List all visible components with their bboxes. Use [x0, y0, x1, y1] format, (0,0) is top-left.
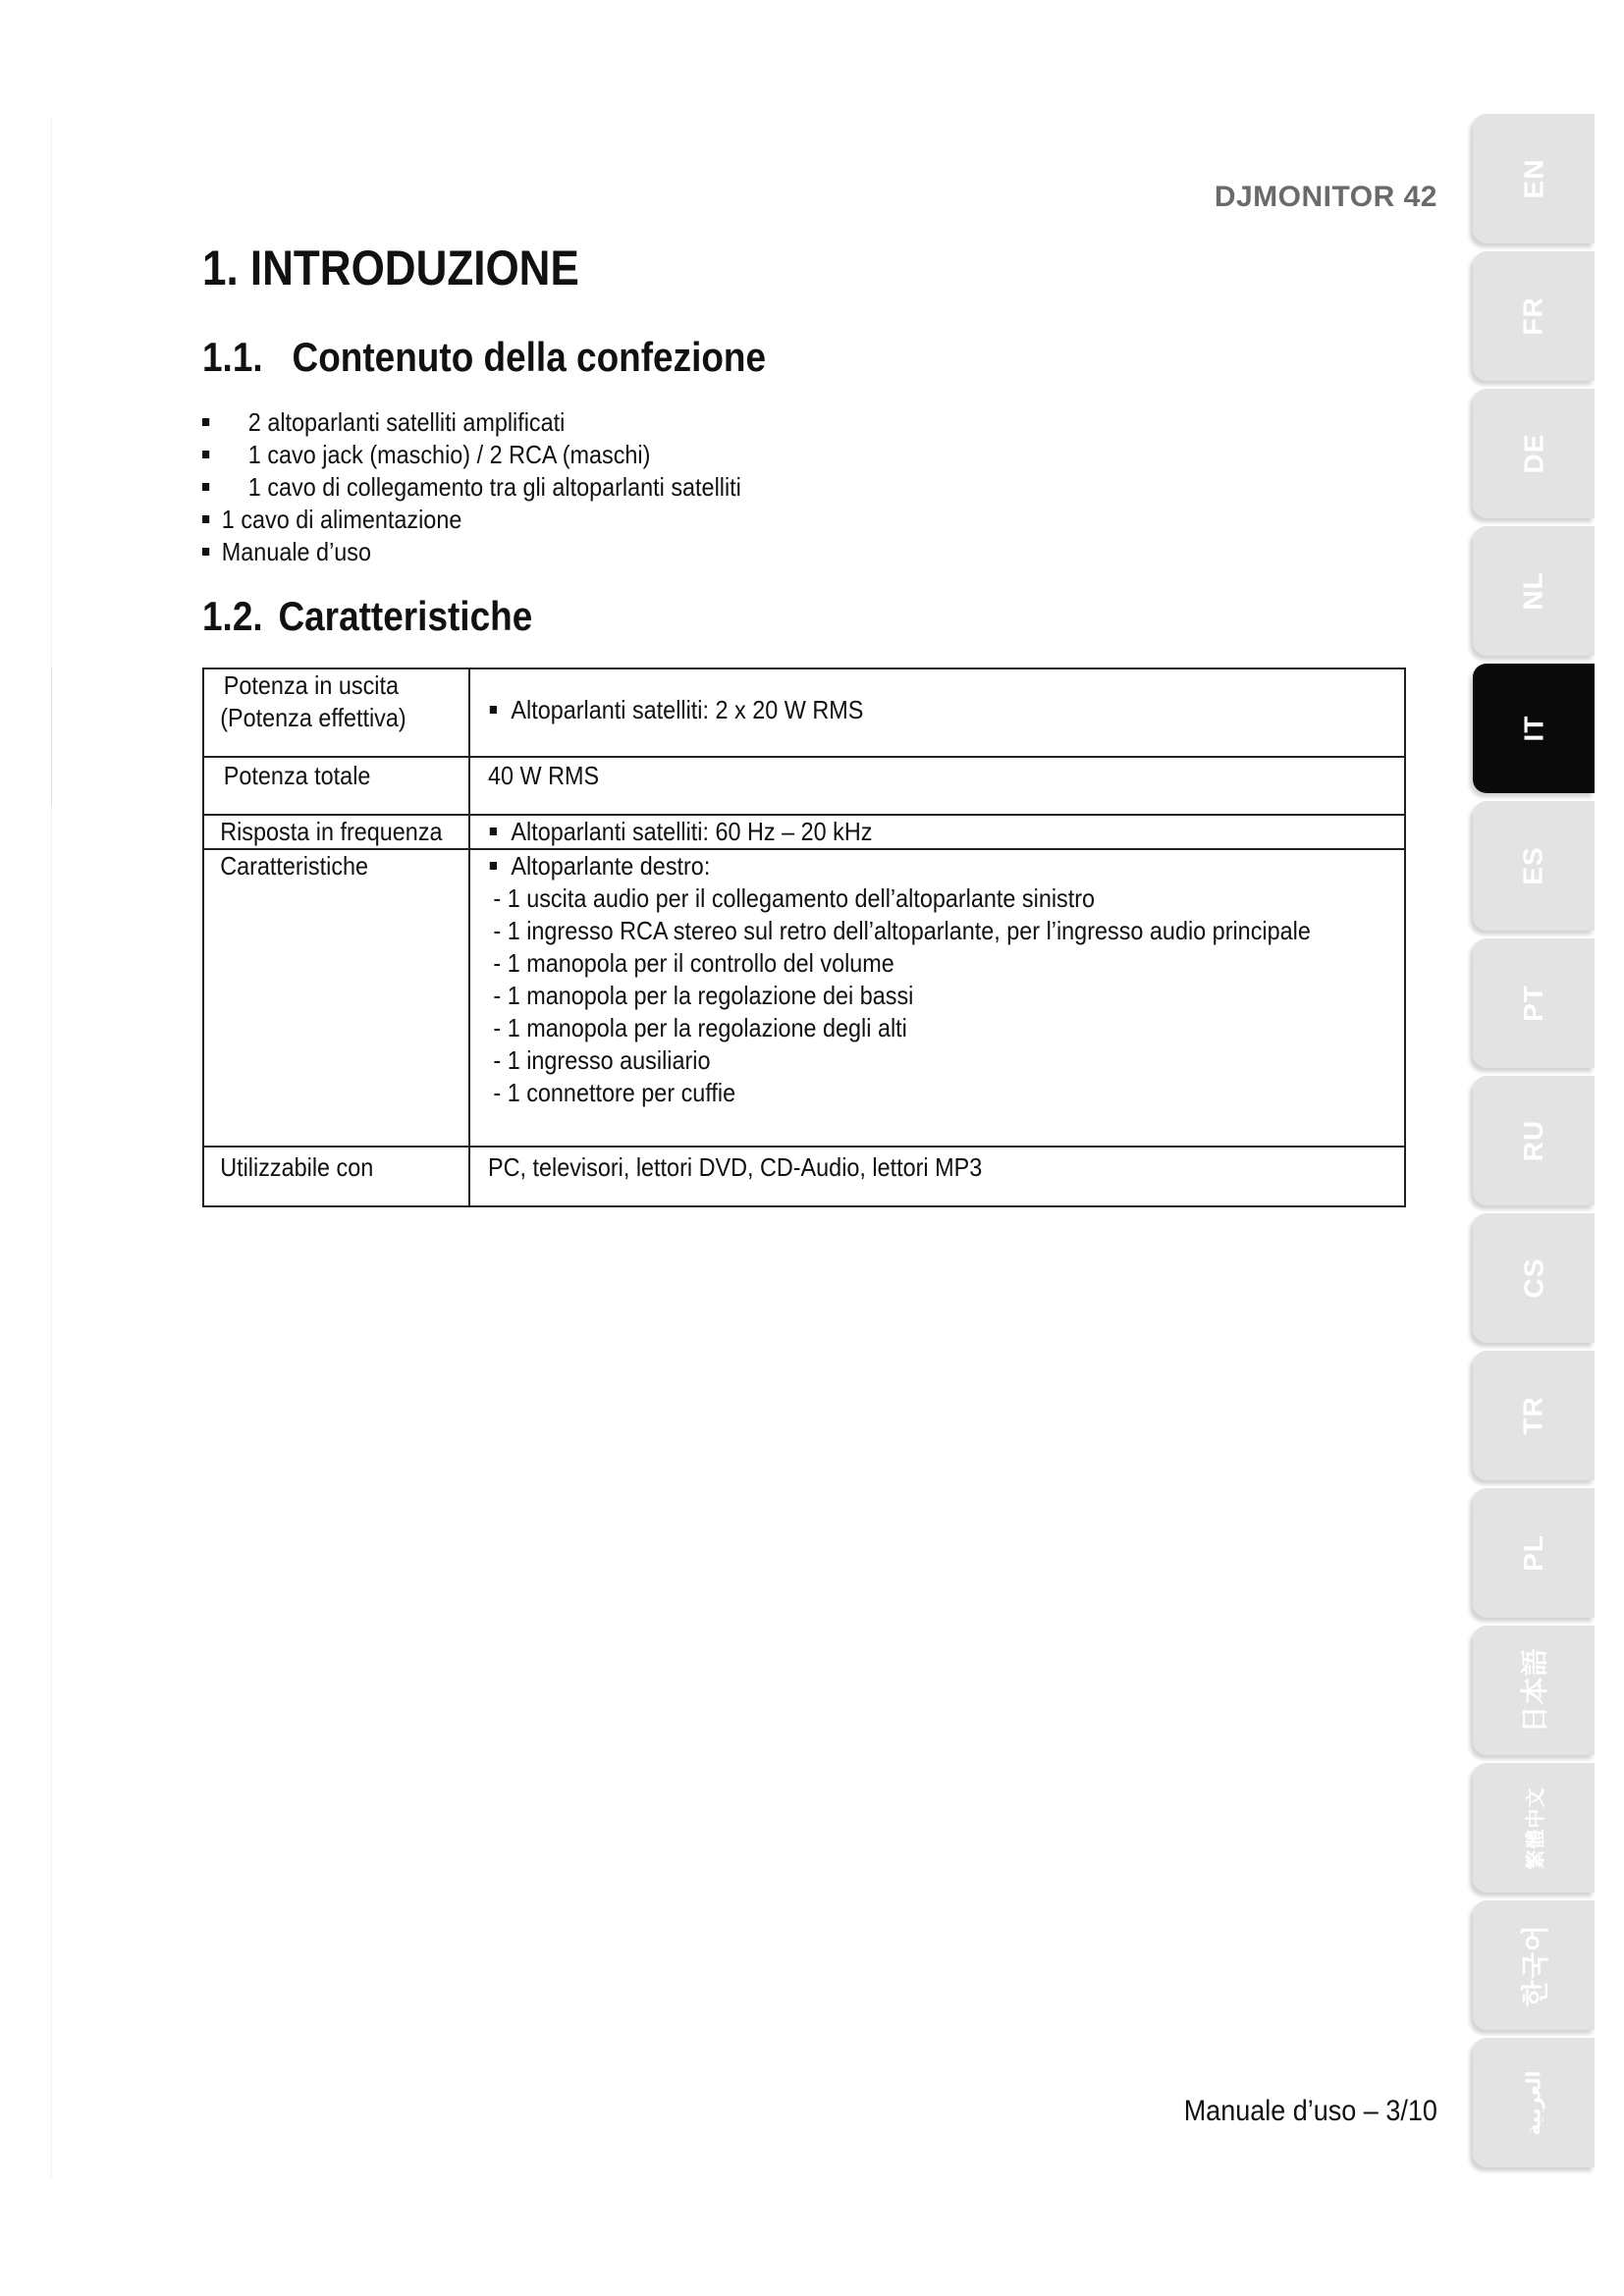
section-number: 1.2. [202, 593, 263, 639]
section-1-2-heading [202, 593, 532, 640]
table-cell-value: 40 W RMS [469, 757, 1405, 815]
tab-ko[interactable]: 한국어 [1473, 1900, 1595, 2030]
list-item: 1 cavo di collegamento tra gli altoparlanti satelliti [202, 471, 741, 504]
tab-de[interactable]: DE [1473, 389, 1595, 518]
tab-zh[interactable]: 繁體中文 [1473, 1763, 1595, 1893]
tab-nl[interactable]: NL [1473, 526, 1595, 656]
bullet-icon [490, 862, 497, 870]
page-footer: Manuale d’uso – 3/10 [1183, 2095, 1437, 2127]
tab-ja[interactable]: 日本語 [1473, 1626, 1595, 1755]
bullet-icon [202, 515, 209, 523]
table-row [203, 849, 1405, 1147]
package-contents-list [202, 406, 801, 568]
table-row [203, 668, 1405, 757]
table-cell-value: Altoparlanti satelliti: 2 x 20 W RMS [469, 668, 1405, 757]
bullet-icon [490, 828, 497, 835]
section-1-1-heading [202, 334, 766, 381]
table-cell-label: Potenza in uscita (Potenza effettiva) [203, 668, 469, 757]
tab-ar[interactable]: العربية [1473, 2038, 1595, 2167]
tab-en[interactable]: EN [1473, 114, 1595, 243]
product-header: DJMONITOR 42 [1214, 181, 1437, 213]
tab-ru[interactable]: RU [1473, 1076, 1595, 1205]
table-cell-value: Altoparlante destro: - 1 uscita audio per il collegamento dell’altoparlante sinistro - 1 ingresso RCA stereo sul retro dell’altoparlante, per l’ingresso audio principale - 1 manopola per il controllo del volume - 1 manopola per la regolazione dei bassi - 1 manopola per la regolazione degli alti - 1 ingresso ausiliario - 1 connettore per cuffie [469, 849, 1405, 1147]
table-row [203, 757, 1405, 815]
table-cell-label: Utilizzabile con [203, 1147, 469, 1206]
list-item: Manuale d’uso [202, 536, 741, 568]
table-row [203, 1147, 1405, 1206]
table-cell-value: PC, televisori, lettori DVD, CD-Audio, lettori MP3 [469, 1147, 1405, 1206]
table-cell-value: Altoparlanti satelliti: 60 Hz – 20 kHz [469, 815, 1405, 849]
section-title: Caratteristiche [278, 593, 533, 639]
specifications-table [202, 667, 1406, 1207]
bullet-icon [202, 451, 209, 458]
section-title: Contenuto della confezione [292, 334, 767, 380]
bullet-icon [490, 706, 497, 714]
section-number: 1.1. [202, 334, 263, 380]
table-cell-label: Risposta in frequenza [203, 815, 469, 849]
section-1-heading: 1. INTRODUZIONE [202, 240, 579, 295]
tab-tr[interactable]: TR [1473, 1351, 1595, 1480]
tab-pl[interactable]: PL [1473, 1488, 1595, 1618]
tab-pt[interactable]: PT [1473, 938, 1595, 1068]
tab-cs[interactable]: CS [1473, 1213, 1595, 1343]
list-item: 1 cavo jack (maschio) / 2 RCA (maschi) [202, 439, 741, 471]
tab-it[interactable]: IT [1473, 664, 1595, 793]
tab-es[interactable]: ES [1473, 801, 1595, 931]
bullet-icon [202, 483, 209, 491]
table-cell-label: Caratteristiche [203, 849, 469, 1147]
page-edge-mark [51, 667, 52, 805]
page-edge [51, 118, 52, 2179]
bullet-icon [202, 548, 209, 556]
bullet-icon [202, 418, 209, 426]
table-row [203, 815, 1405, 849]
tab-fr[interactable]: FR [1473, 251, 1595, 381]
table-cell-label: Potenza totale [203, 757, 469, 815]
list-item: 1 cavo di alimentazione [202, 504, 741, 536]
list-item: 2 altoparlanti satelliti amplificati [202, 406, 741, 439]
